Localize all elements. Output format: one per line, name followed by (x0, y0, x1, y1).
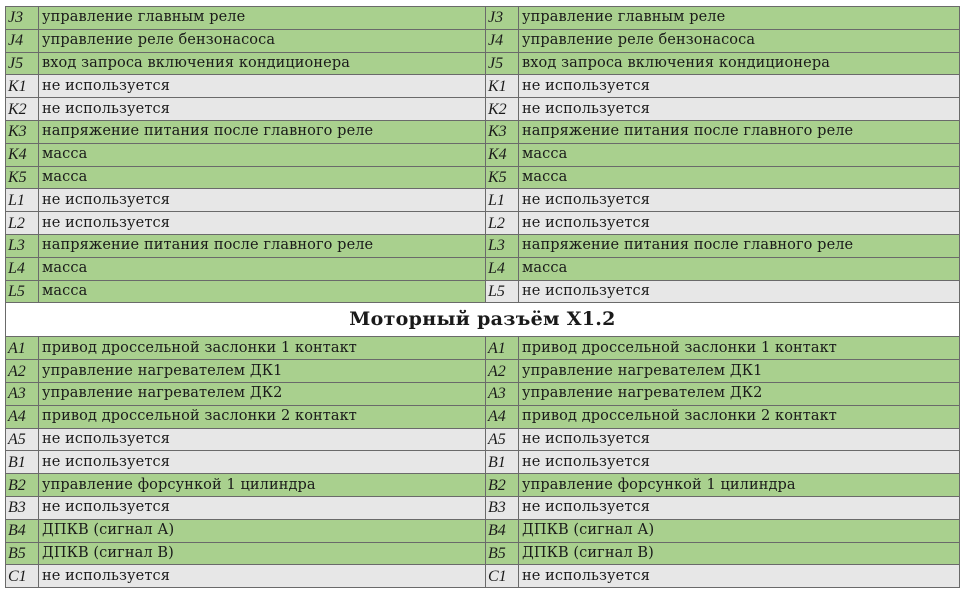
table-row (6, 360, 960, 383)
right-description-cell: не используется (519, 451, 960, 474)
left-description-cell: не используется (39, 189, 486, 212)
right-pin-cell: A4 (486, 405, 519, 428)
table-row (6, 29, 960, 52)
right-description-cell: не используется (519, 98, 960, 121)
table-row (6, 120, 960, 143)
left-pin-cell: J3 (6, 7, 39, 30)
table-row (6, 542, 960, 565)
left-pin-cell: L3 (6, 234, 39, 257)
right-description-cell: не используется (519, 280, 960, 303)
table-row (6, 280, 960, 303)
connector-rows-bottom (6, 337, 960, 588)
left-description-cell: ДПКВ (сигнал А) (39, 519, 486, 542)
right-pin-cell: B2 (486, 474, 519, 497)
table-row (6, 212, 960, 235)
right-description-cell: напряжение питания после главного реле (519, 234, 960, 257)
right-pin-cell: J5 (486, 52, 519, 75)
right-pin-cell: K4 (486, 143, 519, 166)
right-description-cell: не используется (519, 565, 960, 588)
right-description-cell: управление форсункой 1 цилиндра (519, 474, 960, 497)
left-description-cell: привод дроссельной заслонки 2 контакт (39, 405, 486, 428)
right-pin-cell: L3 (486, 234, 519, 257)
right-description-cell: ДПКВ (сигнал В) (519, 542, 960, 565)
left-pin-cell: L4 (6, 257, 39, 280)
left-description-cell: не используется (39, 428, 486, 451)
left-description-cell: ДПКВ (сигнал В) (39, 542, 486, 565)
table-row (6, 98, 960, 121)
table-row (6, 75, 960, 98)
left-pin-cell: A3 (6, 382, 39, 405)
right-description-cell: не используется (519, 428, 960, 451)
left-pin-cell: K3 (6, 120, 39, 143)
left-description-cell: управление нагревателем ДК2 (39, 382, 486, 405)
right-pin-cell: J3 (486, 7, 519, 30)
right-pin-cell: B3 (486, 496, 519, 519)
right-pin-cell: K1 (486, 75, 519, 98)
section-header-row (6, 303, 960, 337)
right-description-cell: масса (519, 143, 960, 166)
left-description-cell: масса (39, 166, 486, 189)
left-description-cell: привод дроссельной заслонки 1 контакт (39, 337, 486, 360)
left-pin-cell: K5 (6, 166, 39, 189)
left-description-cell: не используется (39, 451, 486, 474)
left-pin-cell: K2 (6, 98, 39, 121)
right-description-cell: привод дроссельной заслонки 1 контакт (519, 337, 960, 360)
left-description-cell: масса (39, 143, 486, 166)
table-row (6, 496, 960, 519)
right-description-cell: привод дроссельной заслонки 2 контакт (519, 405, 960, 428)
right-description-cell: управление реле бензонасоса (519, 29, 960, 52)
right-description-cell: не используется (519, 189, 960, 212)
right-pin-cell: L4 (486, 257, 519, 280)
left-pin-cell: A2 (6, 360, 39, 383)
right-pin-cell: K2 (486, 98, 519, 121)
table-row (6, 451, 960, 474)
left-pin-cell: A4 (6, 405, 39, 428)
table-row (6, 143, 960, 166)
right-pin-cell: A2 (486, 360, 519, 383)
left-pin-cell: J4 (6, 29, 39, 52)
left-pin-cell: L1 (6, 189, 39, 212)
pinout-table (5, 6, 960, 588)
table-row (6, 337, 960, 360)
table-row (6, 257, 960, 280)
right-pin-cell: B1 (486, 451, 519, 474)
left-description-cell: не используется (39, 565, 486, 588)
right-description-cell: не используется (519, 212, 960, 235)
left-pin-cell: A5 (6, 428, 39, 451)
left-pin-cell: A1 (6, 337, 39, 360)
left-description-cell: управление форсункой 1 цилиндра (39, 474, 486, 497)
table-row (6, 52, 960, 75)
table-row (6, 565, 960, 588)
right-description-cell: управление нагревателем ДК1 (519, 360, 960, 383)
left-pin-cell: K1 (6, 75, 39, 98)
left-description-cell: масса (39, 257, 486, 280)
right-description-cell: не используется (519, 75, 960, 98)
table-row (6, 166, 960, 189)
left-pin-cell: L2 (6, 212, 39, 235)
table-row (6, 189, 960, 212)
right-pin-cell: L1 (486, 189, 519, 212)
table-row (6, 519, 960, 542)
left-pin-cell: B2 (6, 474, 39, 497)
pinout-sheet (5, 6, 959, 588)
section-header-group (6, 303, 960, 337)
left-description-cell: масса (39, 280, 486, 303)
left-description-cell: напряжение питания после главного реле (39, 234, 486, 257)
right-pin-cell: L2 (486, 212, 519, 235)
section-title: Моторный разъём X1.2 (6, 303, 960, 337)
table-row (6, 382, 960, 405)
right-pin-cell: K3 (486, 120, 519, 143)
right-description-cell: напряжение питания после главного реле (519, 120, 960, 143)
table-row (6, 234, 960, 257)
left-pin-cell: L5 (6, 280, 39, 303)
table-row (6, 428, 960, 451)
right-pin-cell: A1 (486, 337, 519, 360)
right-pin-cell: A5 (486, 428, 519, 451)
left-description-cell: не используется (39, 496, 486, 519)
table-row (6, 7, 960, 30)
right-pin-cell: A3 (486, 382, 519, 405)
left-description-cell: не используется (39, 98, 486, 121)
right-description-cell: масса (519, 257, 960, 280)
left-description-cell: управление реле бензонасоса (39, 29, 486, 52)
right-pin-cell: B5 (486, 542, 519, 565)
right-description-cell: ДПКВ (сигнал А) (519, 519, 960, 542)
left-description-cell: управление главным реле (39, 7, 486, 30)
right-description-cell: вход запроса включения кондиционера (519, 52, 960, 75)
left-pin-cell: C1 (6, 565, 39, 588)
left-pin-cell: B3 (6, 496, 39, 519)
left-description-cell: напряжение питания после главного реле (39, 120, 486, 143)
left-pin-cell: J5 (6, 52, 39, 75)
right-pin-cell: L5 (486, 280, 519, 303)
right-pin-cell: C1 (486, 565, 519, 588)
table-row (6, 474, 960, 497)
right-description-cell: не используется (519, 496, 960, 519)
right-pin-cell: J4 (486, 29, 519, 52)
left-pin-cell: B4 (6, 519, 39, 542)
left-pin-cell: B5 (6, 542, 39, 565)
left-pin-cell: B1 (6, 451, 39, 474)
right-pin-cell: B4 (486, 519, 519, 542)
left-description-cell: управление нагревателем ДК1 (39, 360, 486, 383)
right-description-cell: масса (519, 166, 960, 189)
left-description-cell: вход запроса включения кондиционера (39, 52, 486, 75)
table-row (6, 405, 960, 428)
connector-rows-top (6, 7, 960, 303)
left-description-cell: не используется (39, 212, 486, 235)
right-description-cell: управление нагревателем ДК2 (519, 382, 960, 405)
left-pin-cell: K4 (6, 143, 39, 166)
left-description-cell: не используется (39, 75, 486, 98)
right-pin-cell: K5 (486, 166, 519, 189)
right-description-cell: управление главным реле (519, 7, 960, 30)
